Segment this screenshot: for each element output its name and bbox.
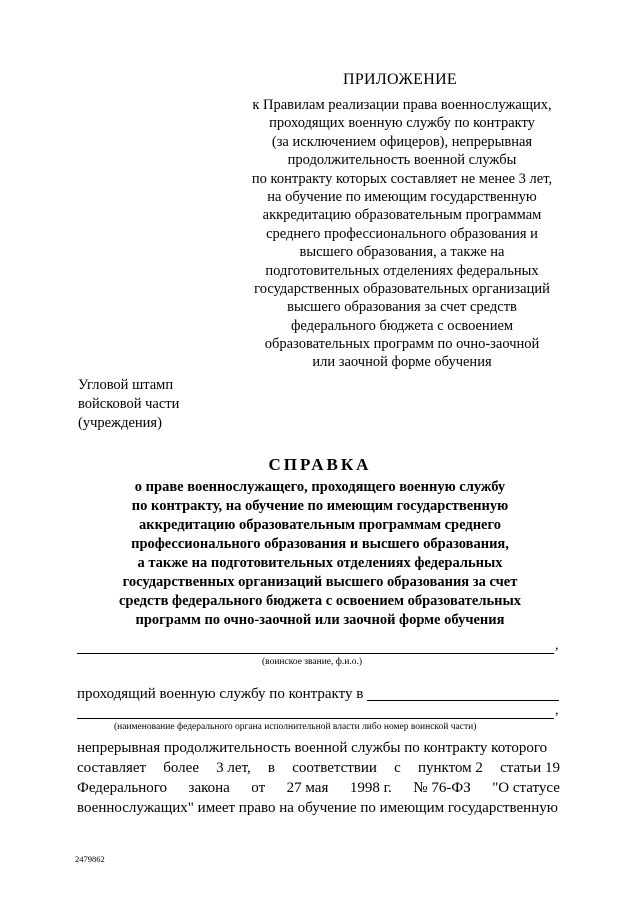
subject-line: программ по очно-заочной или заочной форме обучения — [135, 612, 505, 628]
subject-line: средств федерального бюджета с освоением образовательных — [118, 593, 522, 609]
certificate-title: СПРАВКА — [268, 455, 372, 474]
appendix-title: ПРИЛОЖЕНИЕ — [342, 71, 457, 88]
rank-line-comma: , — [555, 638, 559, 653]
subject-line: а также на подготовительных отделениях федеральных — [137, 555, 503, 571]
appendix-subtitle-line: по контракту которых составляет не менее 3 лет, — [251, 170, 553, 187]
body-line-text: непрерывная продолжительность военной службы по контракту которого — [77, 740, 548, 756]
body-line — [77, 798, 560, 818]
appendix-subtitle — [232, 96, 572, 372]
appendix-subtitle-line: (за исключением офицеров), непрерывная — [271, 133, 533, 150]
certificate-subject — [80, 478, 560, 630]
body-word: Федерального — [77, 780, 168, 796]
service-place-fill-line[interactable] — [367, 700, 559, 701]
service-label: проходящий военную службу по контракту в — [77, 686, 364, 702]
body-word: в — [267, 760, 276, 776]
stamp-line: войсковой части — [78, 396, 180, 412]
body-word: 1998 г. — [349, 780, 392, 796]
stamp-line: Угловой штамп — [78, 377, 174, 393]
appendix-subtitle-line: государственных образовательных организаций — [254, 280, 550, 297]
body-text — [77, 738, 560, 818]
appendix-subtitle-line: на обучение по имеющим государственную — [267, 188, 537, 205]
body-word: пунктом 2 — [417, 760, 483, 776]
body-line — [77, 738, 560, 758]
body-word: статьи 19 — [500, 760, 560, 776]
body-word: 27 мая — [286, 780, 329, 796]
appendix-subtitle-line: или заочной форме обучения — [312, 354, 492, 371]
body-line — [77, 778, 560, 798]
body-word: от — [251, 780, 266, 796]
body-word: закона — [188, 780, 230, 796]
organ-fill-line[interactable] — [77, 718, 554, 719]
subject-line: по контракту, на обучение по имеющим государственную — [131, 498, 509, 514]
appendix-subtitle-line: федерального бюджета с освоением — [290, 317, 514, 334]
corner-stamp-label — [78, 376, 179, 433]
document-number: 2479862 — [75, 854, 105, 864]
subject-line: о праве военнослужащего, проходящего военную службу — [134, 479, 506, 495]
rank-name-fill-line[interactable] — [77, 653, 554, 654]
appendix-subtitle-line: среднего профессионального образования и — [266, 225, 538, 242]
body-word: с — [394, 760, 401, 776]
body-line-text: военнослужащих" имеет право на обучение по имеющим государственную — [77, 800, 558, 816]
appendix-subtitle-line: высшего образования за счет средств — [287, 299, 517, 316]
subject-line: государственных организаций высшего образования за счет — [122, 574, 518, 590]
appendix-subtitle-line: проходящих военную службу по контракту — [269, 115, 535, 132]
appendix-subtitle-line: высшего образования, а также на — [299, 244, 505, 261]
appendix-subtitle-line: подготовительных отделениях федеральных — [265, 262, 539, 279]
body-word: № 76-ФЗ — [413, 780, 471, 796]
appendix-subtitle-line: образовательных программ по очно-заочной — [264, 336, 540, 353]
body-word: 3 лет, — [216, 760, 251, 776]
organ-caption: (наименование федерального органа исполнительной власти либо номер воинской части) — [114, 722, 477, 732]
appendix-subtitle-line: аккредитацию образовательным программам — [262, 207, 542, 224]
stamp-line: (учреждения) — [78, 415, 162, 431]
organ-line-comma: , — [555, 703, 559, 718]
body-line — [77, 758, 560, 778]
body-word: составляет — [77, 760, 147, 776]
body-word: соответствии — [292, 760, 377, 776]
body-word: более — [163, 760, 199, 776]
appendix-subtitle-line: продолжительность военной службы — [287, 152, 517, 169]
rank-name-caption: (воинское звание, ф.и.о.) — [262, 657, 363, 667]
appendix-subtitle-line: к Правилам реализации права военнослужащих, — [252, 97, 552, 113]
body-word: "О статусе — [492, 780, 560, 796]
subject-line: профессионального образования и высшего образования, — [131, 536, 509, 552]
subject-line: аккредитацию образовательным программам среднего — [139, 517, 501, 533]
